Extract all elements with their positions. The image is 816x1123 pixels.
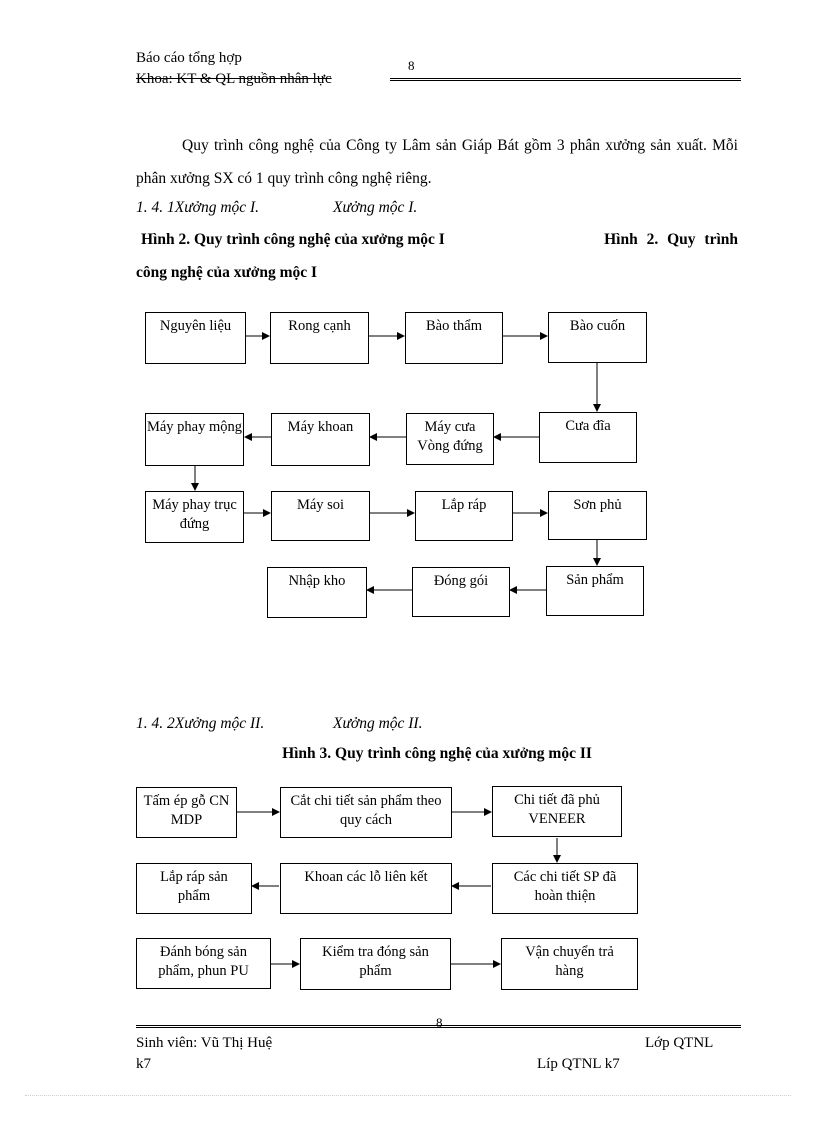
flow1-may-phay-mong: Máy phay mộng — [145, 413, 244, 466]
flow1-may-khoan: Máy khoan — [271, 413, 370, 466]
figure2-caption: Hình 2. Quy trình công nghệ của xưởng mộc I — [141, 231, 445, 248]
flow1-may-soi: Máy soi — [271, 491, 370, 541]
footer-student: Sinh viên: Vũ Thị Huệ — [136, 1035, 273, 1051]
page-bottom-dotted-line — [25, 1095, 791, 1096]
flow1-bao-tham: Bào thẩm — [405, 312, 503, 364]
section2-heading-repeat: Xưởng mộc II. — [333, 715, 423, 732]
figure2-caption-repeat-b: công nghệ của xưởng mộc I — [136, 264, 318, 281]
flow1-may-phay-truc: Máy phay trục đứng — [145, 491, 244, 543]
header-page-number: 8 — [408, 58, 415, 73]
footer-page-number: 8 — [436, 1015, 443, 1030]
flow1-lap-rap: Lắp ráp — [415, 491, 513, 541]
flow1-san-pham: Sản phẩm — [546, 566, 644, 616]
flow1-cua-dia: Cưa đĩa — [539, 412, 637, 463]
intro-paragraph: Quy trình công nghệ của Công ty Lâm sản Giáp Bát gồm 3 phân xưởng sản xuất. Mỗi phân xưởng SX có 1 quy trình công nghệ riêng. — [136, 137, 738, 187]
flow1-dong-goi: Đóng gói — [412, 567, 510, 617]
footer-k7: k7 — [136, 1056, 151, 1072]
flow2-van-chuyen: Vận chuyển trả hàng — [501, 938, 638, 990]
flow2-lap-rap-sp: Lắp ráp sản phẩm — [136, 863, 252, 914]
flow2-danh-bong: Đánh bóng sản phẩm, phun PU — [136, 938, 271, 989]
footer-class-b: Líp QTNL k7 — [537, 1056, 620, 1072]
flow1-son-phu: Sơn phủ — [548, 491, 647, 540]
figure3-caption: Hình 3. Quy trình công nghệ của xưởng mộc II — [282, 745, 592, 762]
section1-heading-repeat: Xưởng mộc I. — [333, 199, 418, 216]
flow2-tam-ep-go: Tấm ép gỗ CN MDP — [136, 787, 237, 838]
flow1-nhap-kho: Nhập kho — [267, 567, 367, 618]
flow1-bao-cuon: Bào cuốn — [548, 312, 647, 363]
section2-heading: 1. 4. 2Xưởng mộc II. — [136, 715, 265, 732]
flow2-kiem-tra: Kiểm tra đóng sản phẩm — [300, 938, 451, 990]
flow2-cat-chi-tiet: Cắt chi tiết sản phẩm theo quy cách — [280, 787, 452, 838]
flow1-may-cua-vong: Máy cưa Vòng đứng — [406, 413, 494, 465]
flow1-rong-canh: Rong cạnh — [270, 312, 369, 364]
section1-heading: 1. 4. 1Xưởng mộc I. — [136, 199, 260, 216]
footer-class-a: Lớp QTNL — [645, 1035, 714, 1051]
flow2-khoan-lo: Khoan các lỗ liên kết — [280, 863, 452, 914]
flow1-nguyen-lieu: Nguyên liệu — [145, 312, 246, 364]
flow2-cac-chi-tiet: Các chi tiết SP đã hoàn thiện — [492, 863, 638, 914]
figure2-caption-repeat-a: Hình 2. Quy trình — [604, 231, 738, 248]
header-department: Khoa: KT & QL nguồn nhân lực — [136, 71, 332, 87]
flow2-chi-tiet-phu: Chi tiết đã phủ VENEER — [492, 786, 622, 837]
header-title: Báo cáo tổng hợp — [136, 50, 242, 66]
